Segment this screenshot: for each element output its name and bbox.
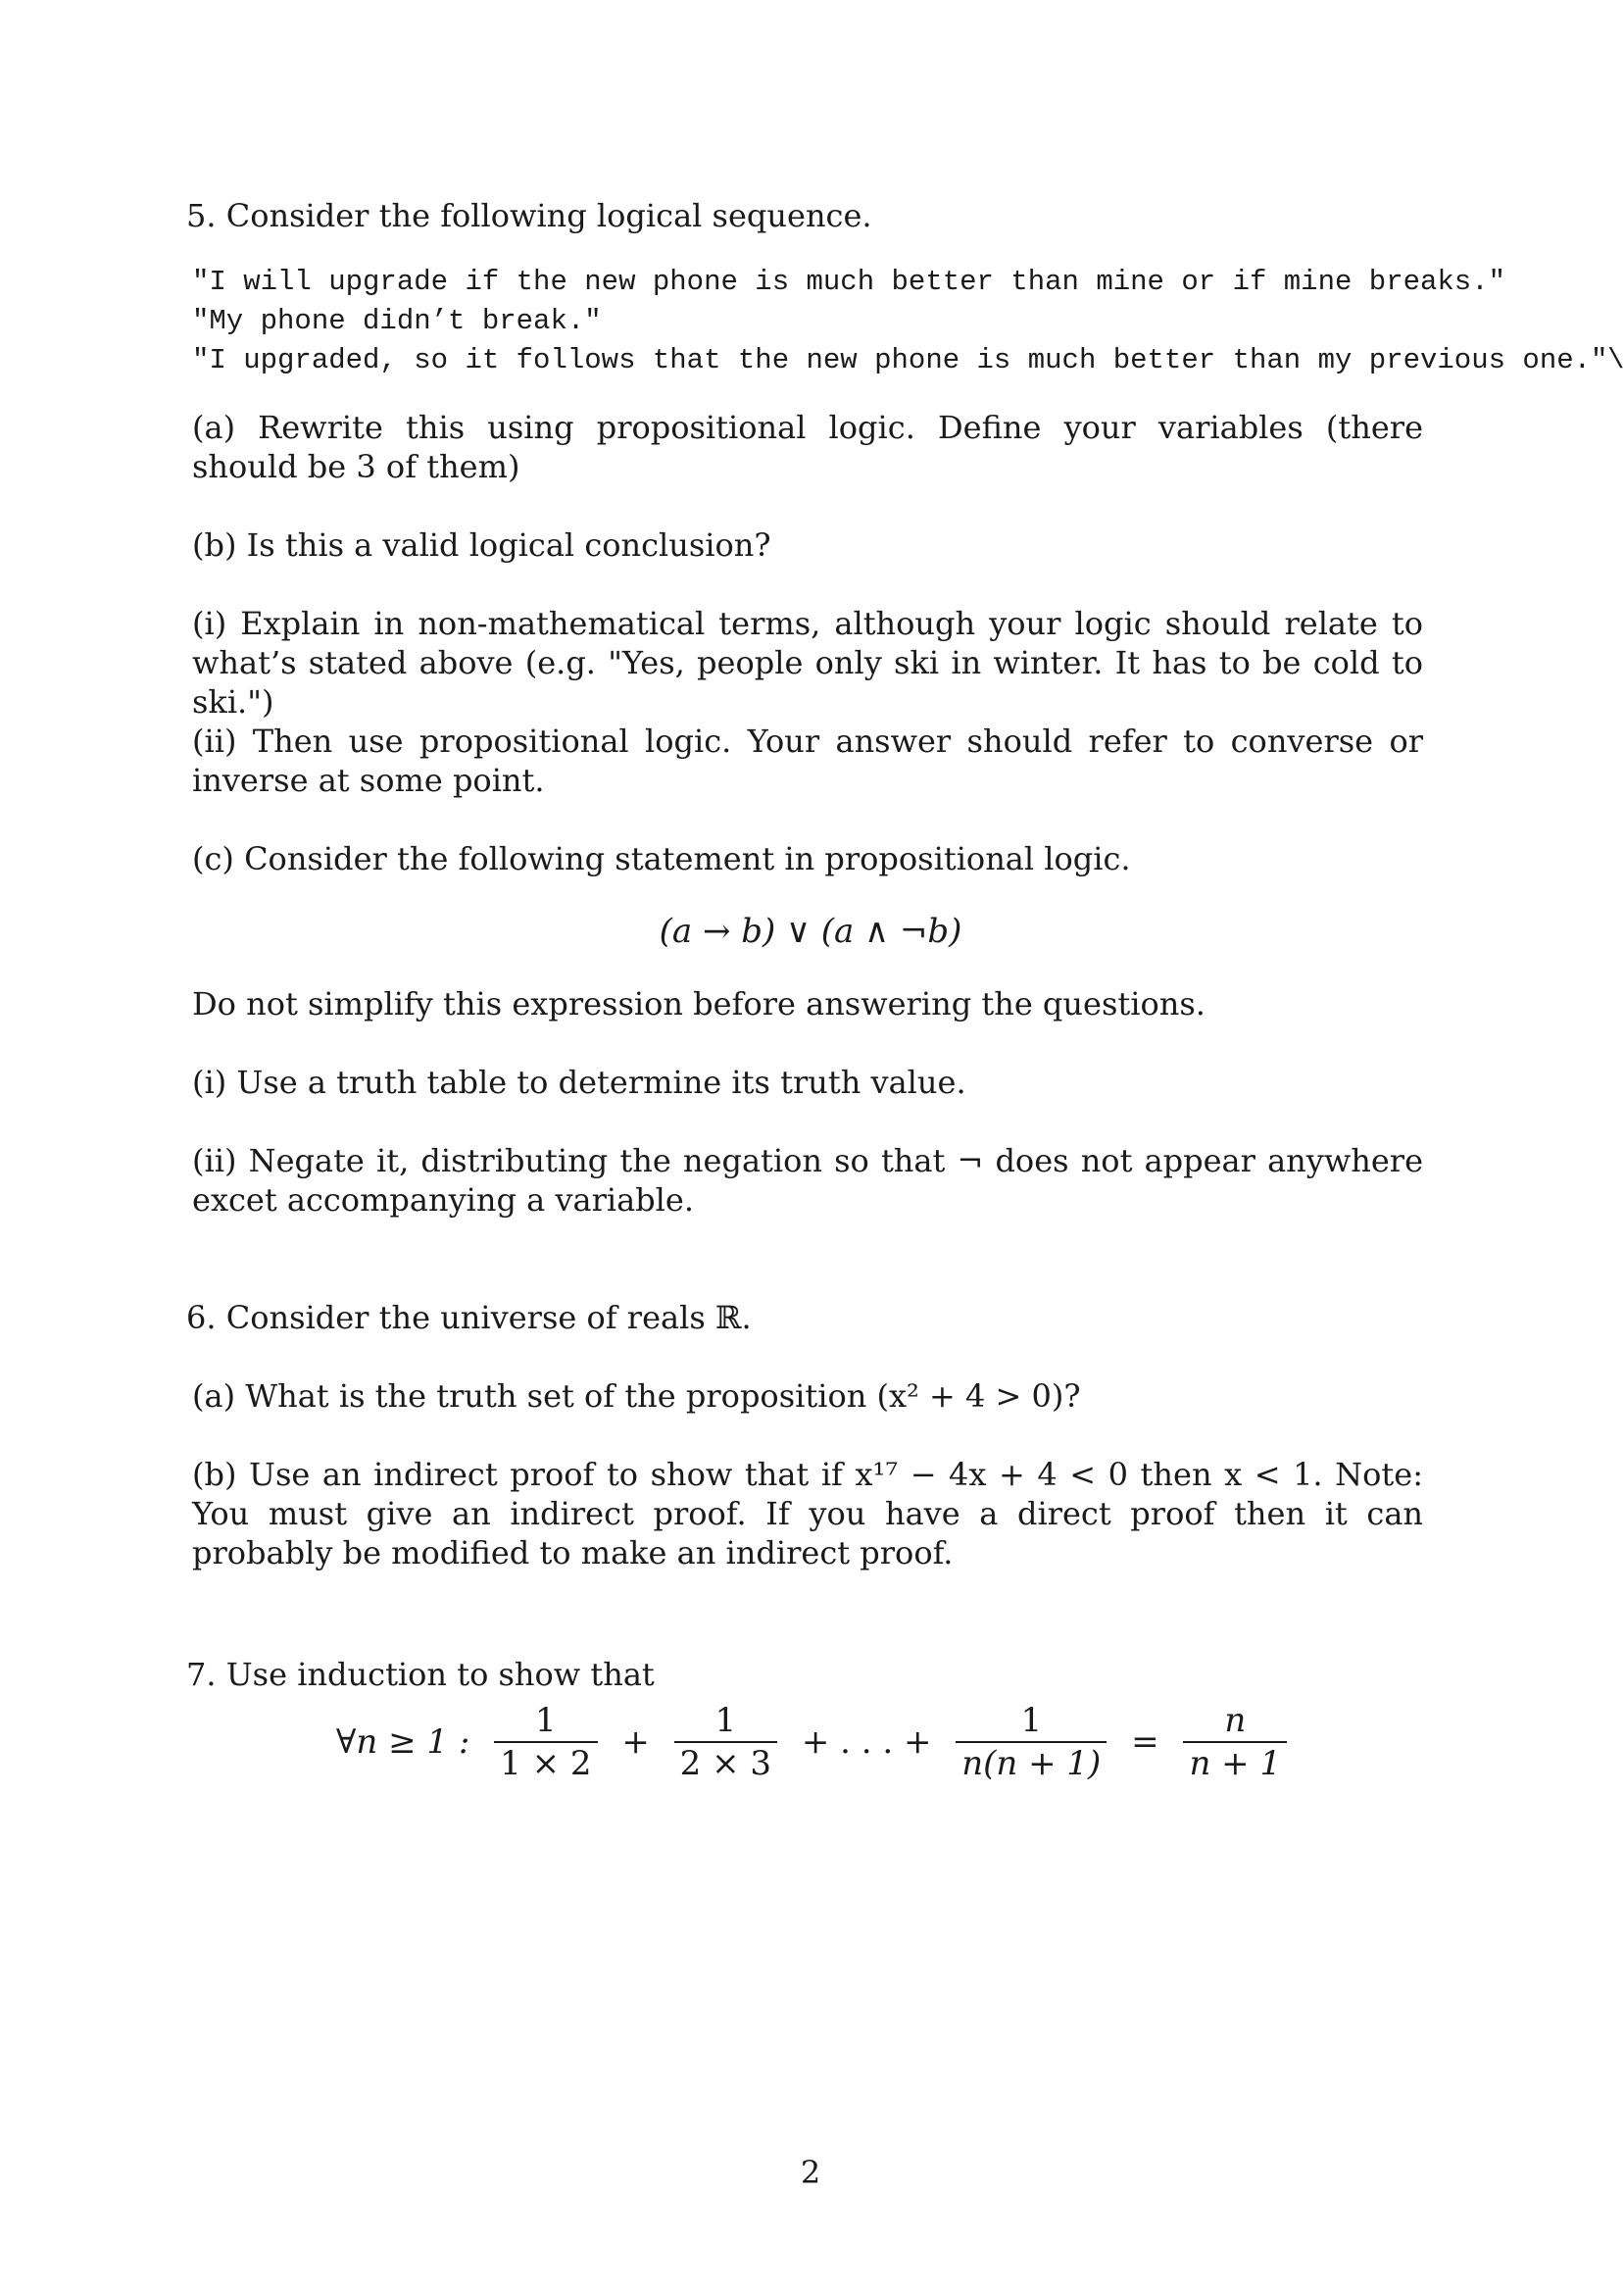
q7-intro: 7. Use induction to show that xyxy=(186,1656,655,1693)
q5-quote-2: "My phone didn’t break." xyxy=(192,305,602,337)
q6-intro: 6. Consider the universe of reals ℝ. xyxy=(186,1299,752,1336)
q6-part-b: (b) Use an indirect proof to show that if x¹⁷ − 4x + 4 < 0 then x < 1. Note: You must give an indirect proof. If you have a direct proof then it can probably be modified to make an indirect proof. xyxy=(192,1456,1423,1571)
term-2-denominator: 2 × 3 xyxy=(679,1744,771,1783)
term-2-numerator: 1 xyxy=(674,1704,777,1743)
term-1-denominator: 1 × 2 xyxy=(500,1744,592,1783)
q5-stray-char: \ xyxy=(1607,344,1624,376)
q5-part-b-i: (i) Explain in non-mathematical terms, although your logic should relate to what’s stated above (e.g. "Yes, people only ski in winter. It has to be cold to ski.") xyxy=(192,605,1423,721)
result-numerator: n xyxy=(1183,1704,1287,1743)
result-denominator: n + 1 xyxy=(1189,1744,1282,1783)
formula-plus: + xyxy=(621,1722,650,1762)
q5-part-b: (b) Is this a valid logical conclusion? xyxy=(192,526,771,564)
formula-equals: = xyxy=(1131,1722,1159,1762)
q5-expression: (a → b) ∨ (a ∧ ¬b) xyxy=(659,912,962,951)
q5-quote-3: "I upgraded, so it follows that the new phone is much better than my previous one." xyxy=(192,344,1608,376)
term-n-numerator: 1 xyxy=(956,1704,1107,1743)
q5-part-b-ii: (ii) Then use propositional logic. Your answer should refer to converse or inverse at some point. xyxy=(192,723,1423,799)
q5-intro: 5. Consider the following logical sequence. xyxy=(186,197,872,234)
term-1-numerator: 1 xyxy=(494,1704,597,1743)
q6-part-a: (a) What is the truth set of the proposition (x² + 4 > 0)? xyxy=(192,1377,1081,1415)
formula-quantifier: ∀n ≥ 1 : xyxy=(335,1722,470,1762)
q5-note: Do not simplify this expression before answering the questions. xyxy=(192,985,1206,1022)
formula-term-2 xyxy=(674,1701,777,1783)
q5-quote-1: "I will upgrade if the new phone is much better than mine or if mine breaks." xyxy=(192,266,1506,298)
q7-formula xyxy=(0,1701,1621,1783)
page-number: 2 xyxy=(800,2154,821,2191)
q5-part-c-i: (i) Use a truth table to determine its truth value. xyxy=(192,1064,966,1101)
q5-part-a: (a) Rewrite this using propositional logic. Define your variables (there should be 3 of them) xyxy=(192,409,1423,485)
formula-result xyxy=(1183,1701,1287,1783)
formula-term-1 xyxy=(494,1701,597,1783)
q5-part-c-ii: (ii) Negate it, distributing the negation so that ¬ does not appear anywhere excet accompanying a variable. xyxy=(192,1142,1423,1219)
formula-term-n xyxy=(956,1701,1107,1783)
q5-part-c: (c) Consider the following statement in propositional logic. xyxy=(192,840,1131,877)
formula-ellipsis: + . . . + xyxy=(801,1722,932,1762)
term-n-denominator: n(n + 1) xyxy=(961,1744,1102,1783)
